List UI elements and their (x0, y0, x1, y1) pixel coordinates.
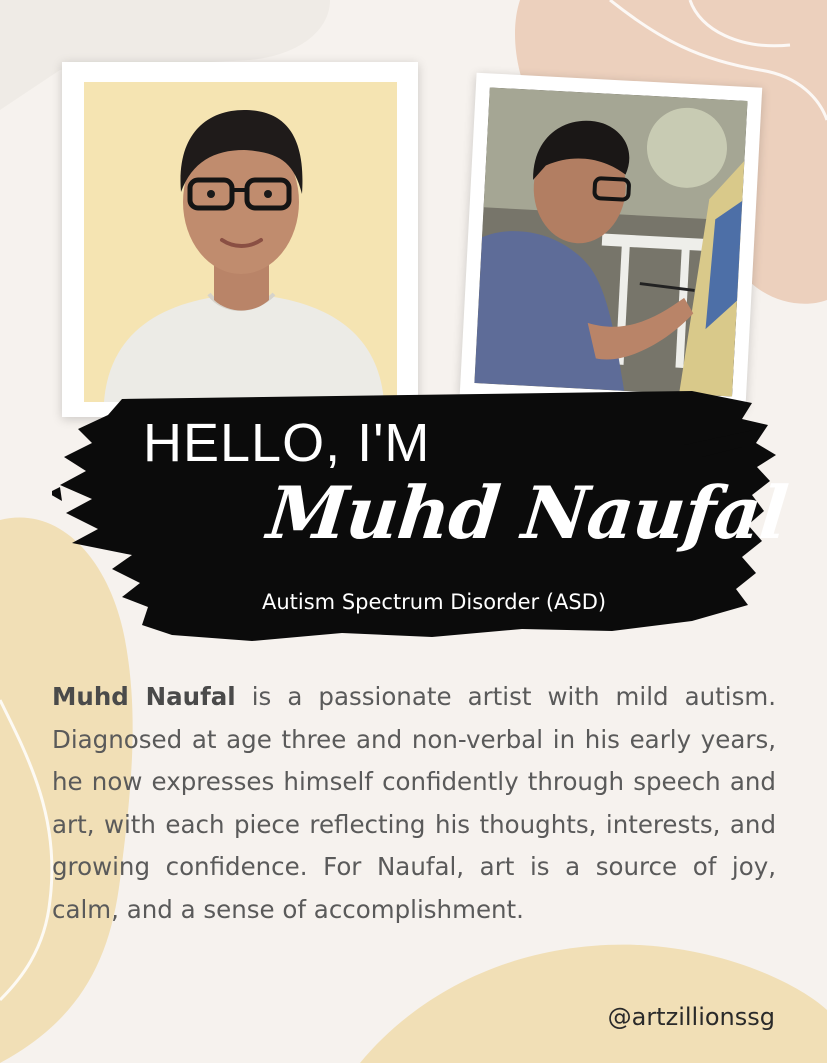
greeting-heading: HELLO, I'M (143, 413, 431, 473)
bio-text: is a passionate artist with mild autism. Diagnosed at age three and non-verbal in his early years, he now expresses himself confidently through speech and art, with each piece reflecting his thoughts, interests, and growing confidence. For Naufal, art is a source of joy, calm, and a sense of accomplishment. (52, 682, 776, 924)
painting-polaroid-frame (460, 73, 762, 410)
bio-name: Muhd Naufal (52, 682, 236, 711)
social-handle: @artzillionssg (607, 1003, 775, 1031)
bio-paragraph (52, 676, 776, 931)
condition-subtitle: Autism Spectrum Disorder (ASD) (262, 590, 607, 614)
artist-name: Muhd Naufal (263, 470, 792, 555)
portrait-polaroid-frame (62, 62, 418, 417)
painting-photo (474, 87, 747, 396)
portrait-photo (84, 82, 397, 402)
